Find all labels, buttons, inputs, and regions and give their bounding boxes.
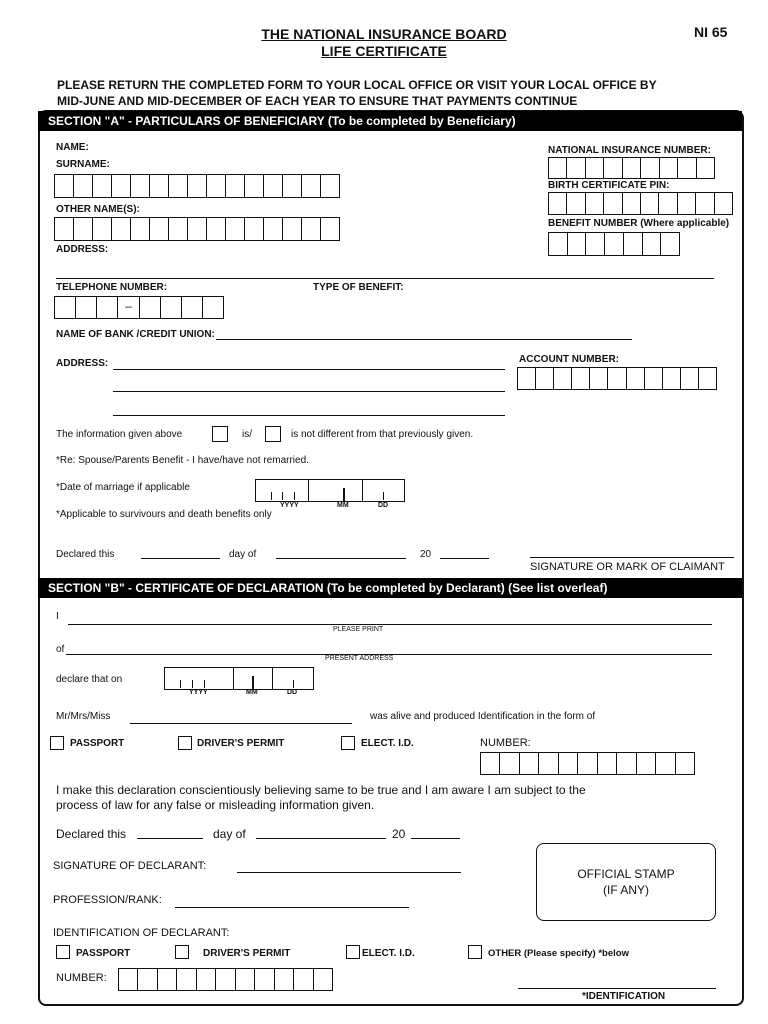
section-b-heading: SECTION "B" - CERTIFICATE OF DECLARATION (To be completed by Declarant) (See list overleaf) <box>38 578 742 598</box>
address-label: ADDRESS: <box>56 244 109 255</box>
benefit-number-label: BENEFIT NUMBER (Where applicable) <box>548 218 730 229</box>
elect-id-label: ELECT. I.D. <box>361 738 414 749</box>
account-number-label: ACCOUNT NUMBER: <box>519 354 619 365</box>
section-a-heading: SECTION "A" - PARTICULARS OF BENEFICIARY (To be completed by Beneficiary) <box>38 111 742 131</box>
claimant-signature-line[interactable] <box>530 557 734 558</box>
other-label: OTHER (Please specify) *below <box>488 948 629 959</box>
b-declared-month-line[interactable] <box>256 838 386 839</box>
passport-checkbox[interactable] <box>50 736 64 750</box>
elect-id2-checkbox[interactable] <box>346 945 360 959</box>
elect-id2-label: ELECT. I.D. <box>362 948 415 959</box>
elect-id-checkbox[interactable] <box>341 736 355 750</box>
b-declared-day-line[interactable] <box>137 838 203 839</box>
b-declared-year-line[interactable] <box>411 838 460 839</box>
bank-address-line-1[interactable] <box>113 369 505 370</box>
b-declared-this-label: Declared this <box>56 827 127 841</box>
form-code: NI 65 <box>694 24 728 40</box>
declared-year-line[interactable] <box>440 558 489 559</box>
declaration-line-2: process of law for any false or misleading information given. <box>56 798 375 812</box>
marriage-yyyy: YYYY <box>280 502 299 509</box>
other-names-label: OTHER NAME(S): <box>56 204 140 215</box>
declarant-name-line[interactable] <box>68 624 712 625</box>
info-given-text: The information given above <box>56 429 183 440</box>
survivors-note: *Applicable to survivours and death benefits only <box>56 509 272 520</box>
form-subtitle: LIFE CERTIFICATE <box>321 43 447 59</box>
was-alive-text: was alive and produced Identification in the form of <box>370 711 596 722</box>
marriage-date-box[interactable] <box>255 479 405 502</box>
mr-mrs-label: Mr/Mrs/Miss <box>56 711 111 722</box>
profession-label: PROFESSION/RANK: <box>53 894 162 906</box>
bank-name-line[interactable] <box>216 339 632 340</box>
sig-declarant-line[interactable] <box>237 872 461 873</box>
bank-address-line-3[interactable] <box>113 415 505 416</box>
surname-label: SURNAME: <box>56 159 110 170</box>
type-of-benefit-label: TYPE OF BENEFIT: <box>313 282 404 293</box>
number-label: NUMBER: <box>480 737 531 749</box>
bank-address-line-2[interactable] <box>113 391 505 392</box>
i-label: I <box>56 611 59 622</box>
marriage-mm: MM <box>337 502 349 509</box>
declare-mm: MM <box>246 689 258 696</box>
address-line[interactable] <box>56 278 714 279</box>
bank-address-label: ADDRESS: <box>56 358 109 369</box>
declare-dd: DD <box>287 689 298 696</box>
declared-this-label: Declared this <box>56 549 115 560</box>
year-prefix: 20 <box>420 549 432 560</box>
declare-yyyy: YYYY <box>189 689 208 696</box>
ni-number-boxes[interactable] <box>548 157 715 179</box>
name-label: NAME: <box>56 142 89 153</box>
passport2-checkbox[interactable] <box>56 945 70 959</box>
declare-on-label: declare that on <box>56 674 123 685</box>
spouse-note: *Re: Spouse/Parents Benefit - I have/have not remarried. <box>56 455 309 466</box>
identification-line[interactable] <box>518 988 716 989</box>
b-day-of-label: day of <box>213 827 246 841</box>
info-is-checkbox[interactable] <box>212 426 228 442</box>
form-title: THE NATIONAL INSURANCE BOARD <box>261 26 507 42</box>
passport2-label: PASSPORT <box>76 948 131 959</box>
telephone-boxes[interactable]: – <box>54 296 224 319</box>
identification-label: *IDENTIFICATION <box>582 991 666 1002</box>
b-year-prefix: 20 <box>392 827 406 841</box>
is-text: is/ <box>242 429 252 440</box>
number2-label: NUMBER: <box>56 972 107 984</box>
birth-pin-label: BIRTH CERTIFICATE PIN: <box>548 180 670 191</box>
instruction-line-2: MID-JUNE AND MID-DECEMBER OF EACH YEAR TO ENSURE THAT PAYMENTS CONTINUE <box>57 94 578 108</box>
profession-line[interactable] <box>175 907 409 908</box>
surname-boxes[interactable] <box>54 174 340 198</box>
other-checkbox[interactable] <box>468 945 482 959</box>
not-different-text: is not different from that previously given. <box>291 429 474 440</box>
drivers-permit2-checkbox[interactable] <box>175 945 189 959</box>
marriage-date-label: *Date of marriage if applicable <box>56 482 190 493</box>
stamp-title: OFFICIAL STAMP <box>577 867 675 881</box>
ni-number-label: NATIONAL INSURANCE NUMBER: <box>548 145 711 156</box>
declared-month-line[interactable] <box>276 558 406 559</box>
declaration-line-1: I make this declaration conscientiously believing same to be true and I am aware I am subject to the <box>56 783 586 797</box>
account-number-boxes[interactable] <box>517 367 717 390</box>
telephone-label: TELEPHONE NUMBER: <box>56 282 168 293</box>
id-declarant-label: IDENTIFICATION OF DECLARANT: <box>53 927 230 939</box>
declare-date-box[interactable] <box>164 667 314 690</box>
please-print-hint: PLEASE PRINT <box>333 626 384 633</box>
official-stamp-box <box>536 843 716 921</box>
info-not-different-checkbox[interactable] <box>265 426 281 442</box>
drivers-permit2-label: DRIVER'S PERMIT <box>203 948 291 959</box>
declared-day-line[interactable] <box>141 558 220 559</box>
bank-name-label: NAME OF BANK /CREDIT UNION: <box>56 329 215 340</box>
marriage-dd: DD <box>378 502 389 509</box>
claimant-signature-label: SIGNATURE OR MARK OF CLAIMANT <box>530 561 725 573</box>
present-address-hint: PRESENT ADDRESS <box>325 655 394 662</box>
instruction-line-1: PLEASE RETURN THE COMPLETED FORM TO YOUR LOCAL OFFICE OR VISIT YOUR LOCAL OFFICE BY <box>57 78 657 92</box>
id-number-boxes[interactable] <box>480 752 695 775</box>
drivers-permit-label: DRIVER'S PERMIT <box>197 738 285 749</box>
sig-declarant-label: SIGNATURE OF DECLARANT: <box>53 860 207 872</box>
day-of-label: day of <box>229 549 257 560</box>
benefit-number-boxes[interactable] <box>548 232 680 256</box>
drivers-permit-checkbox[interactable] <box>178 736 192 750</box>
of-label: of <box>56 644 65 655</box>
declarant-id-number-boxes[interactable] <box>118 968 333 991</box>
person-name-line[interactable] <box>130 723 352 724</box>
birth-pin-boxes[interactable] <box>548 192 733 215</box>
other-names-boxes[interactable] <box>54 217 340 241</box>
passport-label: PASSPORT <box>70 738 125 749</box>
stamp-subtitle: (IF ANY) <box>602 883 649 897</box>
